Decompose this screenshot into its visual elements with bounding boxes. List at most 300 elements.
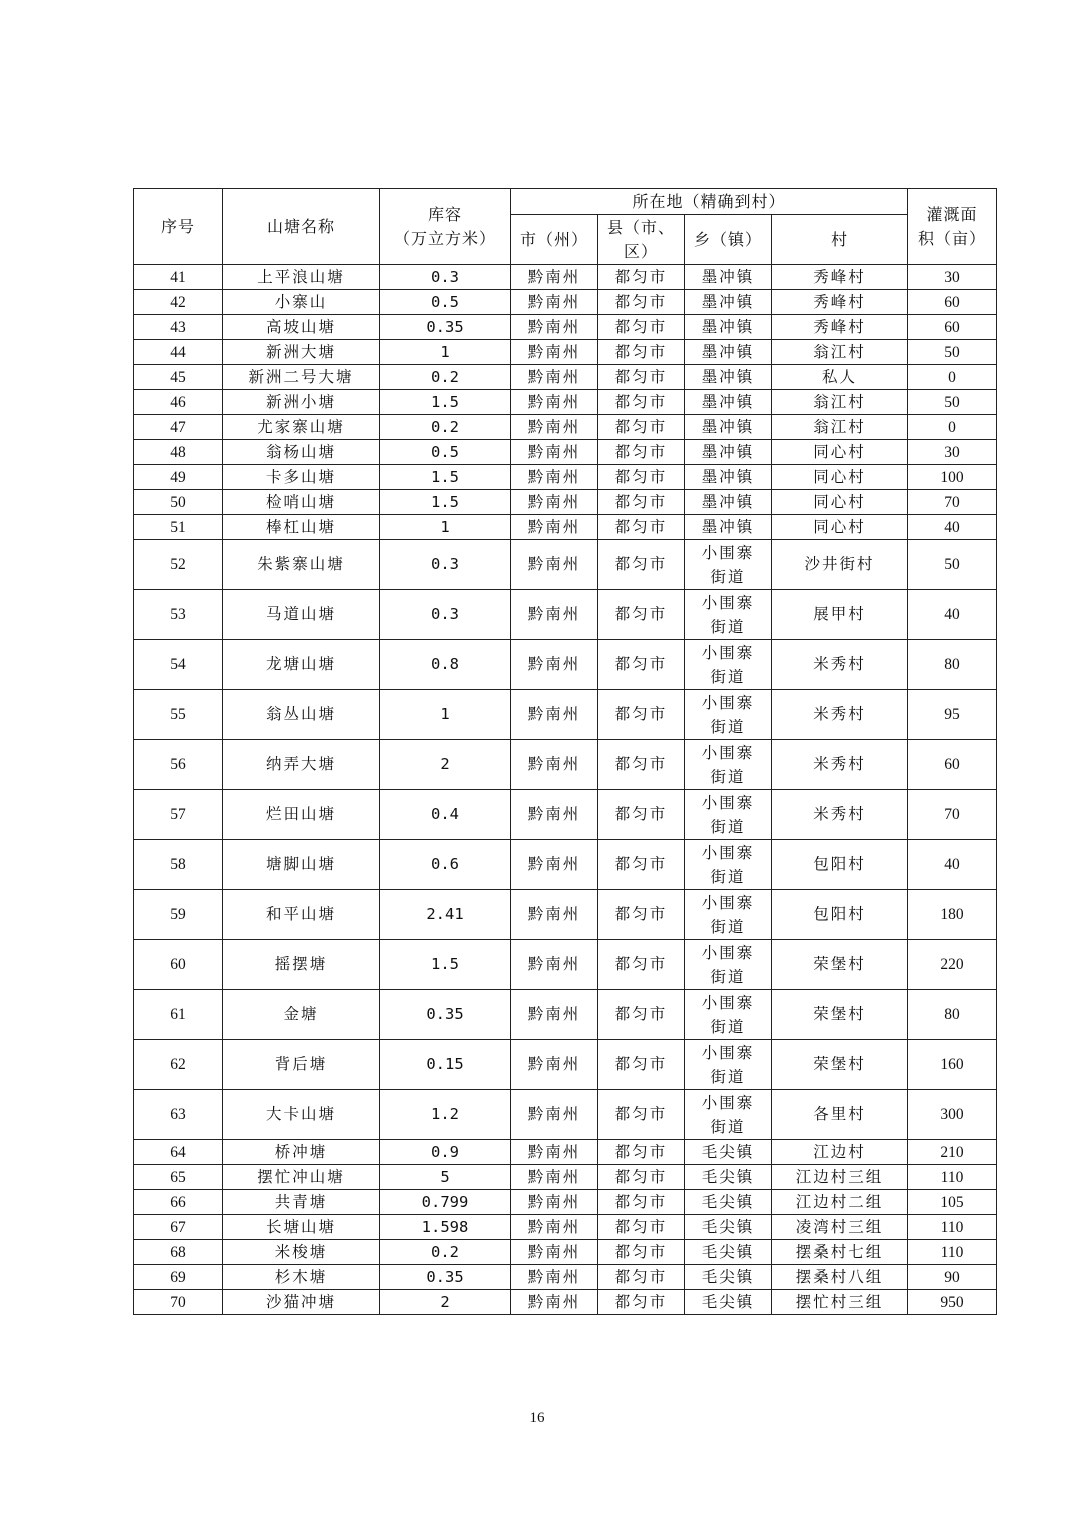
cell-area: 90 (908, 1265, 997, 1290)
cell-town (685, 690, 772, 740)
cell-town: 墨冲镇 (685, 490, 772, 515)
cell-village: 凌湾村三组 (772, 1215, 908, 1240)
cell-capacity: 0.799 (380, 1190, 511, 1215)
cell-area: 30 (908, 440, 997, 465)
cell-area: 110 (908, 1165, 997, 1190)
cell-town-line1: 小围寨 (701, 743, 755, 762)
cell-city: 黔南州 (511, 490, 598, 515)
cell-name: 沙猫冲塘 (223, 1290, 380, 1315)
cell-county: 都匀市 (598, 640, 685, 690)
cell-area: 0 (908, 415, 997, 440)
cell-town: 毛尖镇 (685, 1140, 772, 1165)
cell-village: 秀峰村 (772, 290, 908, 315)
cell-town (685, 740, 772, 790)
cell-area: 300 (908, 1090, 997, 1140)
cell-village: 秀峰村 (772, 315, 908, 340)
cell-city: 黔南州 (511, 790, 598, 840)
cell-area: 50 (908, 390, 997, 415)
cell-name: 长塘山塘 (223, 1215, 380, 1240)
cell-village: 包阳村 (772, 890, 908, 940)
cell-village: 同心村 (772, 440, 908, 465)
table-row (134, 590, 997, 640)
cell-area: 95 (908, 690, 997, 740)
table-row (134, 290, 997, 315)
table-row (134, 1290, 997, 1315)
cell-name: 朱紫寨山塘 (223, 540, 380, 590)
header-seq: 序号 (134, 189, 223, 265)
cell-village: 米秀村 (772, 640, 908, 690)
cell-capacity: 1.598 (380, 1215, 511, 1240)
cell-county: 都匀市 (598, 290, 685, 315)
cell-county: 都匀市 (598, 740, 685, 790)
cell-seq: 50 (134, 490, 223, 515)
cell-capacity: 1 (380, 340, 511, 365)
cell-village: 江边村三组 (772, 1165, 908, 1190)
cell-area: 220 (908, 940, 997, 990)
cell-seq: 61 (134, 990, 223, 1040)
cell-name: 上平浪山塘 (223, 265, 380, 290)
cell-seq: 57 (134, 790, 223, 840)
cell-town-line1: 小围寨 (701, 893, 755, 912)
table-row (134, 1240, 997, 1265)
cell-county: 都匀市 (598, 1290, 685, 1315)
cell-town: 墨冲镇 (685, 290, 772, 315)
table-row (134, 340, 997, 365)
cell-capacity: 0.9 (380, 1140, 511, 1165)
cell-seq: 64 (134, 1140, 223, 1165)
cell-name: 新洲大塘 (223, 340, 380, 365)
table-row (134, 940, 997, 990)
cell-village: 米秀村 (772, 690, 908, 740)
cell-name: 棒杠山塘 (223, 515, 380, 540)
header-town: 乡（镇） (685, 215, 772, 265)
cell-city: 黔南州 (511, 440, 598, 465)
cell-area: 0 (908, 365, 997, 390)
cell-county: 都匀市 (598, 1165, 685, 1190)
cell-town (685, 1090, 772, 1140)
cell-town: 墨冲镇 (685, 340, 772, 365)
cell-city: 黔南州 (511, 365, 598, 390)
cell-seq: 46 (134, 390, 223, 415)
cell-county: 都匀市 (598, 1090, 685, 1140)
cell-capacity: 0.8 (380, 640, 511, 690)
cell-city: 黔南州 (511, 740, 598, 790)
cell-village: 包阳村 (772, 840, 908, 890)
cell-area: 80 (908, 990, 997, 1040)
cell-city: 黔南州 (511, 1215, 598, 1240)
table-row (134, 440, 997, 465)
cell-name: 桥冲塘 (223, 1140, 380, 1165)
cell-town-line2: 街道 (710, 967, 746, 986)
cell-town-line1: 小围寨 (701, 543, 755, 562)
table-row (134, 740, 997, 790)
cell-town: 墨冲镇 (685, 440, 772, 465)
cell-village: 摆桑村八组 (772, 1265, 908, 1290)
table-row (134, 1165, 997, 1190)
cell-village: 同心村 (772, 465, 908, 490)
cell-seq: 62 (134, 1040, 223, 1090)
header-village: 村 (772, 215, 908, 265)
cell-name: 米梭塘 (223, 1240, 380, 1265)
cell-area: 50 (908, 340, 997, 365)
cell-seq: 48 (134, 440, 223, 465)
cell-name: 小寨山 (223, 290, 380, 315)
cell-village: 摆桑村七组 (772, 1240, 908, 1265)
cell-town-line1: 小围寨 (701, 993, 755, 1012)
cell-city: 黔南州 (511, 515, 598, 540)
header-county-line1: 县（市、 (606, 217, 675, 237)
cell-seq: 54 (134, 640, 223, 690)
cell-capacity: 0.35 (380, 315, 511, 340)
table-row (134, 415, 997, 440)
cell-town-line1: 小围寨 (701, 793, 755, 812)
cell-town: 毛尖镇 (685, 1240, 772, 1265)
cell-town: 毛尖镇 (685, 1290, 772, 1315)
cell-capacity: 0.2 (380, 365, 511, 390)
cell-area: 30 (908, 265, 997, 290)
cell-town-line2: 街道 (710, 917, 746, 936)
cell-capacity: 0.35 (380, 990, 511, 1040)
cell-town-line2: 街道 (710, 717, 746, 736)
cell-village: 翁江村 (772, 390, 908, 415)
cell-name: 高坡山塘 (223, 315, 380, 340)
cell-county: 都匀市 (598, 1040, 685, 1090)
cell-city: 黔南州 (511, 290, 598, 315)
cell-name: 卡多山塘 (223, 465, 380, 490)
cell-seq: 53 (134, 590, 223, 640)
cell-name: 大卡山塘 (223, 1090, 380, 1140)
cell-seq: 66 (134, 1190, 223, 1215)
cell-seq: 43 (134, 315, 223, 340)
cell-town-line2: 街道 (710, 617, 746, 636)
table-row (134, 515, 997, 540)
cell-village: 江边村 (772, 1140, 908, 1165)
cell-town-line2: 街道 (710, 567, 746, 586)
cell-name: 马道山塘 (223, 590, 380, 640)
cell-county: 都匀市 (598, 690, 685, 740)
cell-capacity: 0.2 (380, 1240, 511, 1265)
cell-town: 毛尖镇 (685, 1265, 772, 1290)
cell-city: 黔南州 (511, 415, 598, 440)
pond-table (133, 188, 997, 1315)
cell-county: 都匀市 (598, 990, 685, 1040)
cell-capacity: 2 (380, 740, 511, 790)
cell-seq: 41 (134, 265, 223, 290)
table-row (134, 890, 997, 940)
cell-city: 黔南州 (511, 890, 598, 940)
cell-town-line2: 街道 (710, 867, 746, 886)
table-row (134, 1140, 997, 1165)
cell-city: 黔南州 (511, 940, 598, 990)
cell-county: 都匀市 (598, 415, 685, 440)
cell-capacity: 1.5 (380, 940, 511, 990)
table-row (134, 265, 997, 290)
cell-area: 110 (908, 1240, 997, 1265)
header-capacity-line2: （万立方米） (393, 228, 496, 248)
cell-village: 摆忙村三组 (772, 1290, 908, 1315)
cell-county: 都匀市 (598, 790, 685, 840)
header-capacity (380, 189, 511, 265)
cell-village: 展甲村 (772, 590, 908, 640)
cell-seq: 68 (134, 1240, 223, 1265)
cell-area: 40 (908, 515, 997, 540)
cell-capacity: 0.3 (380, 590, 511, 640)
cell-town (685, 640, 772, 690)
cell-name: 共青塘 (223, 1190, 380, 1215)
cell-capacity: 2.41 (380, 890, 511, 940)
table-row (134, 1265, 997, 1290)
cell-name: 龙塘山塘 (223, 640, 380, 690)
cell-city: 黔南州 (511, 540, 598, 590)
cell-city: 黔南州 (511, 1090, 598, 1140)
cell-name: 翁杨山塘 (223, 440, 380, 465)
cell-seq: 56 (134, 740, 223, 790)
cell-town-line1: 小围寨 (701, 643, 755, 662)
cell-name: 新洲二号大塘 (223, 365, 380, 390)
cell-town-line2: 街道 (710, 767, 746, 786)
cell-capacity: 0.2 (380, 415, 511, 440)
header-county (598, 215, 685, 265)
cell-county: 都匀市 (598, 1140, 685, 1165)
cell-county: 都匀市 (598, 590, 685, 640)
cell-name: 尤家寨山塘 (223, 415, 380, 440)
cell-village: 私人 (772, 365, 908, 390)
cell-city: 黔南州 (511, 1165, 598, 1190)
cell-area: 110 (908, 1215, 997, 1240)
header-row-1 (134, 189, 997, 215)
cell-city: 黔南州 (511, 1290, 598, 1315)
cell-seq: 44 (134, 340, 223, 365)
cell-name: 摇摆塘 (223, 940, 380, 990)
table-row (134, 1090, 997, 1140)
table-row (134, 490, 997, 515)
cell-city: 黔南州 (511, 315, 598, 340)
cell-area: 40 (908, 590, 997, 640)
table-row (134, 465, 997, 490)
cell-capacity: 1.5 (380, 465, 511, 490)
cell-capacity: 1.2 (380, 1090, 511, 1140)
header-area-line2: 积（亩） (918, 228, 987, 248)
cell-name: 检哨山塘 (223, 490, 380, 515)
cell-seq: 67 (134, 1215, 223, 1240)
cell-town-line2: 街道 (710, 817, 746, 836)
cell-capacity: 2 (380, 1290, 511, 1315)
cell-county: 都匀市 (598, 340, 685, 365)
cell-city: 黔南州 (511, 840, 598, 890)
cell-village: 米秀村 (772, 790, 908, 840)
cell-capacity: 1.5 (380, 390, 511, 415)
cell-town: 墨冲镇 (685, 515, 772, 540)
cell-city: 黔南州 (511, 390, 598, 415)
cell-area: 50 (908, 540, 997, 590)
table-row (134, 390, 997, 415)
cell-county: 都匀市 (598, 440, 685, 465)
cell-area: 180 (908, 890, 997, 940)
cell-town (685, 540, 772, 590)
cell-county: 都匀市 (598, 1265, 685, 1290)
cell-village: 同心村 (772, 515, 908, 540)
table-row (134, 540, 997, 590)
cell-city: 黔南州 (511, 1190, 598, 1215)
cell-village: 翁江村 (772, 415, 908, 440)
cell-village: 沙井街村 (772, 540, 908, 590)
cell-town-line2: 街道 (710, 1117, 746, 1136)
cell-county: 都匀市 (598, 1190, 685, 1215)
table-row (134, 1040, 997, 1090)
cell-town (685, 890, 772, 940)
table-row (134, 315, 997, 340)
table-row (134, 790, 997, 840)
cell-area: 70 (908, 790, 997, 840)
cell-town: 墨冲镇 (685, 465, 772, 490)
cell-capacity: 0.15 (380, 1040, 511, 1090)
cell-town (685, 1040, 772, 1090)
cell-city: 黔南州 (511, 990, 598, 1040)
cell-capacity: 0.3 (380, 265, 511, 290)
cell-county: 都匀市 (598, 1240, 685, 1265)
cell-capacity: 0.5 (380, 440, 511, 465)
cell-county: 都匀市 (598, 940, 685, 990)
header-county-line2: 区） (623, 241, 658, 261)
cell-seq: 45 (134, 365, 223, 390)
cell-name: 新洲小塘 (223, 390, 380, 415)
cell-village: 同心村 (772, 490, 908, 515)
cell-town-line1: 小围寨 (701, 593, 755, 612)
cell-town-line1: 小围寨 (701, 1093, 755, 1112)
cell-capacity: 0.35 (380, 1265, 511, 1290)
cell-name: 背后塘 (223, 1040, 380, 1090)
cell-county: 都匀市 (598, 1215, 685, 1240)
cell-area: 160 (908, 1040, 997, 1090)
table-row (134, 690, 997, 740)
cell-town (685, 840, 772, 890)
cell-name: 烂田山塘 (223, 790, 380, 840)
cell-county: 都匀市 (598, 540, 685, 590)
cell-village: 荣堡村 (772, 1040, 908, 1090)
cell-town-line1: 小围寨 (701, 1043, 755, 1062)
cell-name: 杉木塘 (223, 1265, 380, 1290)
cell-town: 毛尖镇 (685, 1190, 772, 1215)
cell-capacity: 0.4 (380, 790, 511, 840)
cell-county: 都匀市 (598, 390, 685, 415)
cell-town (685, 990, 772, 1040)
header-location: 所在地（精确到村） (511, 189, 908, 215)
cell-capacity: 5 (380, 1165, 511, 1190)
cell-town: 毛尖镇 (685, 1165, 772, 1190)
cell-county: 都匀市 (598, 890, 685, 940)
cell-capacity: 0.5 (380, 290, 511, 315)
cell-town: 墨冲镇 (685, 415, 772, 440)
cell-seq: 51 (134, 515, 223, 540)
header-city: 市（州） (511, 215, 598, 265)
cell-name: 翁丛山塘 (223, 690, 380, 740)
cell-town-line1: 小围寨 (701, 693, 755, 712)
cell-area: 70 (908, 490, 997, 515)
cell-town: 墨冲镇 (685, 315, 772, 340)
cell-town: 毛尖镇 (685, 1215, 772, 1240)
cell-area: 40 (908, 840, 997, 890)
table-row (134, 1215, 997, 1240)
cell-seq: 58 (134, 840, 223, 890)
cell-city: 黔南州 (511, 1140, 598, 1165)
cell-area: 80 (908, 640, 997, 690)
cell-town: 墨冲镇 (685, 390, 772, 415)
cell-name: 金塘 (223, 990, 380, 1040)
cell-seq: 52 (134, 540, 223, 590)
header-area-line1: 灌溉面 (926, 204, 978, 224)
cell-name: 纳弄大塘 (223, 740, 380, 790)
cell-seq: 65 (134, 1165, 223, 1190)
cell-city: 黔南州 (511, 340, 598, 365)
cell-area: 950 (908, 1290, 997, 1315)
cell-town-line1: 小围寨 (701, 843, 755, 862)
cell-seq: 60 (134, 940, 223, 990)
cell-capacity: 1 (380, 690, 511, 740)
cell-seq: 63 (134, 1090, 223, 1140)
cell-town-line2: 街道 (710, 1017, 746, 1036)
cell-capacity: 0.6 (380, 840, 511, 890)
cell-capacity: 1.5 (380, 490, 511, 515)
cell-village: 秀峰村 (772, 265, 908, 290)
cell-village: 各里村 (772, 1090, 908, 1140)
cell-town-line2: 街道 (710, 667, 746, 686)
cell-city: 黔南州 (511, 1265, 598, 1290)
cell-town: 墨冲镇 (685, 365, 772, 390)
cell-area: 60 (908, 290, 997, 315)
cell-seq: 55 (134, 690, 223, 740)
page-number: 16 (529, 1410, 545, 1426)
header-area (908, 189, 997, 265)
cell-name: 摆忙冲山塘 (223, 1165, 380, 1190)
cell-city: 黔南州 (511, 590, 598, 640)
cell-county: 都匀市 (598, 515, 685, 540)
table-row (134, 990, 997, 1040)
cell-town: 墨冲镇 (685, 265, 772, 290)
cell-town (685, 790, 772, 840)
cell-county: 都匀市 (598, 465, 685, 490)
table-row (134, 640, 997, 690)
cell-city: 黔南州 (511, 640, 598, 690)
cell-seq: 70 (134, 1290, 223, 1315)
header-capacity-line1: 库容 (427, 204, 462, 224)
cell-county: 都匀市 (598, 490, 685, 515)
cell-village: 翁江村 (772, 340, 908, 365)
cell-seq: 47 (134, 415, 223, 440)
cell-city: 黔南州 (511, 1040, 598, 1090)
cell-village: 荣堡村 (772, 940, 908, 990)
cell-seq: 59 (134, 890, 223, 940)
cell-name: 和平山塘 (223, 890, 380, 940)
cell-town (685, 590, 772, 640)
cell-county: 都匀市 (598, 265, 685, 290)
table-row (134, 1190, 997, 1215)
table-row (134, 840, 997, 890)
cell-village: 荣堡村 (772, 990, 908, 1040)
cell-city: 黔南州 (511, 690, 598, 740)
header-name: 山塘名称 (223, 189, 380, 265)
cell-area: 105 (908, 1190, 997, 1215)
table-row (134, 365, 997, 390)
cell-city: 黔南州 (511, 265, 598, 290)
cell-village: 米秀村 (772, 740, 908, 790)
cell-town (685, 940, 772, 990)
cell-capacity: 1 (380, 515, 511, 540)
cell-area: 210 (908, 1140, 997, 1165)
cell-village: 江边村二组 (772, 1190, 908, 1215)
cell-seq: 69 (134, 1265, 223, 1290)
cell-seq: 49 (134, 465, 223, 490)
cell-area: 100 (908, 465, 997, 490)
